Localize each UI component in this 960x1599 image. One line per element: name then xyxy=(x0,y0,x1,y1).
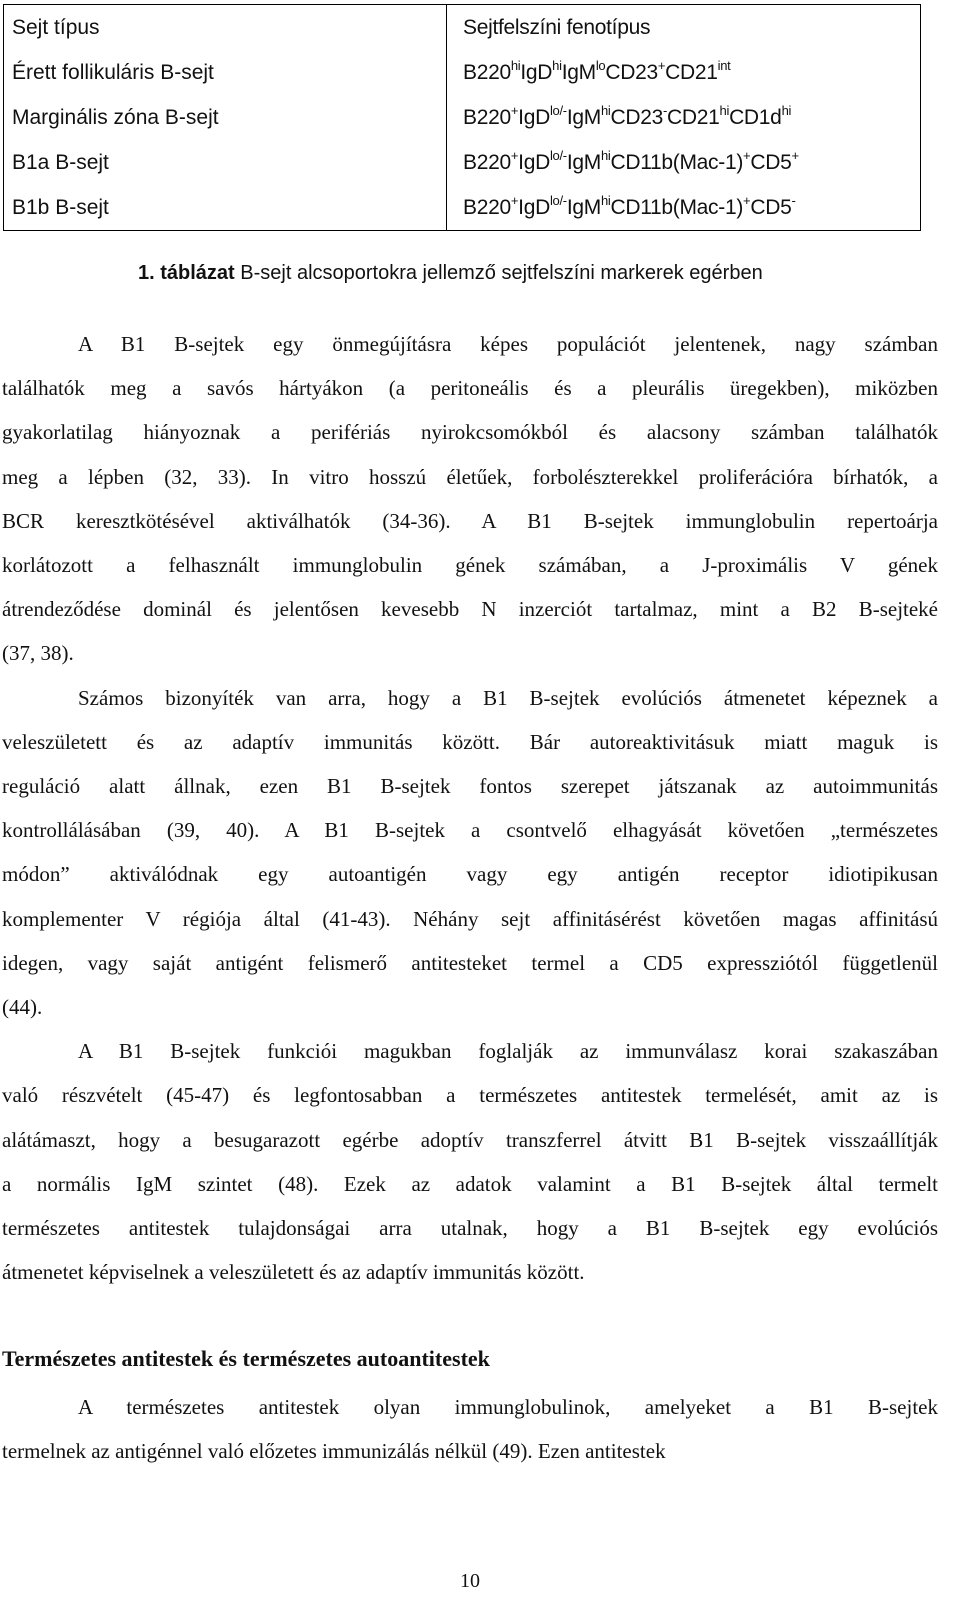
cell-cell-type: Sejt típus xyxy=(4,5,447,50)
text-line: BCR keresztkötésével aktiválhatók (34-36). A B1 B-sejtek immunglobulin repertoárja xyxy=(2,508,938,533)
table-row xyxy=(4,95,920,140)
table-header-row xyxy=(4,5,920,50)
cell-phenotype: B220+IgD$^{lo/-}$IgM$^{hi}$CD11b(Mac-1)+CD5- xyxy=(463,192,796,219)
text-line: való részvételt (45-47) és legfontosabban a természetes antitestek termelését, amit az is xyxy=(2,1083,938,1108)
table-caption xyxy=(138,262,763,285)
text-line: találhatók meg a savós hártyákon (a peritoneális és a pleurális üregekben), miközben xyxy=(2,376,938,401)
text-line: A B1 B-sejtek egy önmegújításra képes populációt jelentenek, nagy számban xyxy=(78,332,938,356)
cell-phenotype: Sejtfelszíni fenotípus xyxy=(463,15,651,39)
text-line: módon” aktiválódnak egy autoantigén vagy egy antigén receptor idiotipikusan xyxy=(2,862,938,887)
table-caption-text: B-sejt alcsoportokra jellemző sejtfelszíni markerek egérben xyxy=(234,262,763,284)
section-heading: Természetes antitestek és természetes autoantitestek xyxy=(2,1346,490,1371)
text-line: kontrollálásában (39, 40). A B1 B-sejtek a csontvelő elhagyását követően „természetes xyxy=(2,818,938,843)
cell-cell-type: B1a B-sejt xyxy=(4,140,447,185)
paragraph-3 xyxy=(2,1029,938,1294)
text-line: korlátozott a felhasznált immunglobulin gének számában, a J-proximális V gének xyxy=(2,553,938,578)
paragraph-4 xyxy=(2,1385,938,1473)
table-caption-label: 1. táblázat xyxy=(138,262,235,284)
text-line: A B1 B-sejtek funkciói magukban foglalják az immunválasz korai szakaszában xyxy=(78,1039,938,1064)
cell-cell-type: Marginális zóna B-sejt xyxy=(4,95,447,140)
text-line: átrendeződése dominál és jelentősen kevesebb N inzerciót tartalmaz, mint a B2 B-sejteké xyxy=(2,597,938,622)
marker-table xyxy=(4,5,920,230)
text-line: (44). xyxy=(2,995,43,1020)
cell-cell-type: Érett follikuláris B-sejt xyxy=(4,50,447,95)
text-line: átmenetet képviselnek a veleszületett és az adaptív immunitás között. xyxy=(2,1260,585,1285)
body-text xyxy=(2,322,938,1294)
text-line: idegen, vagy saját antigént felismerő antitesteket termel a CD5 expressziótól függetlenül xyxy=(2,950,938,975)
text-line: komplementer V régiója által (41-43). Néhány sejt affinitásérést követően magas affinitású xyxy=(2,906,938,931)
text-line: termelnek az antigénnel való előzetes immunizálás nélkül (49). Ezen antitestek xyxy=(2,1439,666,1464)
text-line: gyakorlatilag hiányoznak a perifériás nyirokcsomókból és alacsony számban találhatók xyxy=(2,420,938,445)
text-line: veleszületett és az adaptív immunitás között. Bár autoreaktivitásuk miatt maguk is xyxy=(2,729,938,754)
text-line: a normális IgM szintet (48). Ezek az adatok valamint a B1 B-sejtek által termelt xyxy=(2,1171,938,1196)
page-number: 10 xyxy=(460,1570,480,1592)
cell-cell-type: B1b B-sejt xyxy=(4,185,447,230)
cell-phenotype: $B220^{hi}IgD^{hi}IgM^{lo}CD23^+CD21^{int}$ xyxy=(463,57,731,84)
table-row xyxy=(4,50,920,95)
table-row xyxy=(4,185,920,230)
paragraph-1 xyxy=(2,322,938,676)
text-line: Számos bizonyíték van arra, hogy a B1 B-sejtek evolúciós átmenetet képeznek a xyxy=(78,685,938,710)
marker-table-container xyxy=(3,4,921,231)
cell-phenotype: B220+IgD$^{lo/-}$IgM$^{hi}$CD11b(Mac-1)+CD5+ xyxy=(463,147,799,174)
text-line: reguláció alatt állnak, ezen B1 B-sejtek fontos szerepet játszanak az autoimmunitás xyxy=(2,774,938,799)
paragraph-2 xyxy=(2,676,938,1030)
cell-phenotype: $B220^+IgD^{lo/-}IgM^{hi}CD23^-CD21^{hi}CD1d^{hi}$ xyxy=(463,102,792,129)
text-line: (37, 38). xyxy=(2,641,74,666)
text-line: természetes antitestek tulajdonságai arra utalnak, hogy a B1 B-sejtek egy evolúciós xyxy=(2,1216,938,1241)
table-row xyxy=(4,140,920,185)
text-line: A természetes antitestek olyan immunglobulinok, amelyeket a B1 B-sejtek xyxy=(78,1395,938,1419)
text-line: meg a lépben (32, 33). In vitro hosszú életűek, forbolészterekkel proliferációra bírhatók, a xyxy=(2,464,938,489)
text-line: alátámaszt, hogy a besugarazott egérbe adoptív transzferrel átvitt B1 B-sejtek visszaállítják xyxy=(2,1127,938,1152)
